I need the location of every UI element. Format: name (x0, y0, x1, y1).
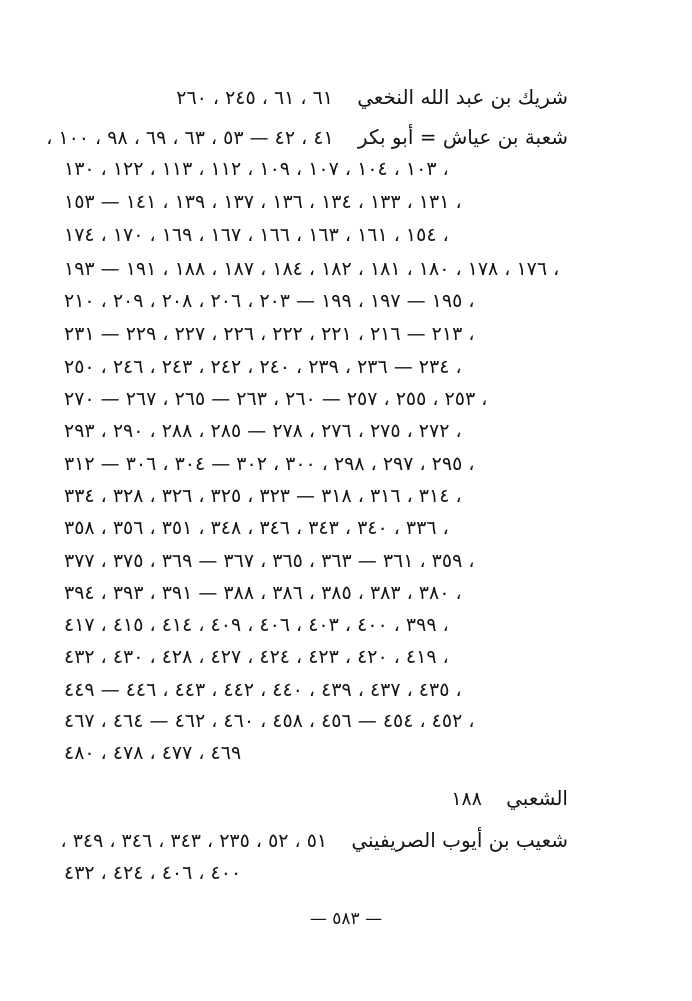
index-entry-shuba (40, 124, 568, 150)
page-refs: ٤١ ، ٤٢ — ٥٣ ، ٦٣ ، ٦٩ ، ٩٨ ، ١٠٠ ، (46, 127, 334, 149)
page-refs-line: ٤٠٠ ، ٤٠٦ ، ٤٢٤ ، ٤٣٢ (64, 862, 242, 884)
page-refs-line: ٤١٩ ، ٤٢٠ ، ٤٢٣ ، ٤٢٤ ، ٤٢٧ ، ٤٢٨ ، ٤٣٠ ، ٤٣٢ ، (64, 646, 449, 668)
page-refs-line: ٢٧٢ ، ٢٧٥ ، ٢٧٦ ، ٢٧٨ — ٢٨٥ ، ٢٨٨ ، ٢٩٠ ، ٢٩٣ ، (64, 420, 462, 442)
page-refs-line: ٣٨٠ ، ٣٨٣ ، ٣٨٥ ، ٣٨٦ ، ٣٨٨ — ٣٩١ ، ٣٩٣ ، ٣٩٤ ، (64, 582, 462, 604)
entry-name: شريك بن عبد الله النخعي (357, 85, 568, 109)
page-refs-line: ٢١٣ — ٢١٦ ، ٢٢١ ، ٢٢٢ ، ٢٢٦ ، ٢٢٧ ، ٢٢٩ — ٢٣١ ، (64, 323, 475, 345)
index-entry-shabi (64, 785, 568, 811)
page-refs-line: ٢٩٥ ، ٢٩٧ ، ٢٩٨ ، ٣٠٠ ، ٣٠٢ — ٣٠٤ ، ٣٠٦ — ٣١٢ ، (64, 453, 475, 475)
page-refs: ٥١ ، ٥٢ ، ٢٣٥ ، ٣٤٣ ، ٣٤٦ ، ٣٤٩ ، (60, 830, 328, 852)
page-refs-line: ١٣١ ، ١٣٣ ، ١٣٤ ، ١٣٦ ، ١٣٧ ، ١٣٩ ، ١٤١ — ١٥٣ ، (64, 191, 462, 213)
page-refs-line: ٢٣٤ — ٢٣٦ ، ٢٣٩ ، ٢٤٠ ، ٢٤٢ ، ٢٤٣ ، ٢٤٦ ، ٢٥٠ ، (64, 356, 462, 378)
page-refs-line: ٣٥٩ ، ٣٦١ — ٣٦٣ ، ٣٦٥ ، ٣٦٧ — ٣٦٩ ، ٣٧٥ ، ٣٧٧ ، (64, 550, 475, 572)
index-entry-sharik (64, 84, 568, 110)
entry-name: شعيب بن أيوب الصريفيني (351, 828, 568, 852)
page-refs: ١٨٨ (451, 788, 482, 810)
page-refs-line: ١٥٤ ، ١٦١ ، ١٦٣ ، ١٦٦ ، ١٦٧ ، ١٦٩ ، ١٧٠ ، ١٧٤ ، (64, 224, 449, 246)
page-refs-line: ٣٩٩ ، ٤٠٠ ، ٤٠٣ ، ٤٠٦ ، ٤٠٩ ، ٤١٤ ، ٤١٥ ، ٤١٧ ، (64, 614, 449, 636)
page-refs-line: ٤٦٩ ، ٤٧٧ ، ٤٧٨ ، ٤٨٠ (64, 742, 242, 764)
page-refs-line: ١٧٦ ، ١٧٨ ، ١٨٠ ، ١٨١ ، ١٨٢ ، ١٨٤ ، ١٨٧ ، ١٨٨ ، ١٩١ — ١٩٣ ، (64, 258, 560, 280)
page-refs-line: ٣٣٦ ، ٣٤٠ ، ٣٤٣ ، ٣٤٦ ، ٣٤٨ ، ٣٥١ ، ٣٥٦ ، ٣٥٨ ، (64, 517, 449, 539)
page-refs-line: ١٠٣ ، ١٠٤ ، ١٠٧ ، ١٠٩ ، ١١٢ ، ١١٣ ، ١٢٢ ، ١٣٠ ، (64, 158, 449, 180)
page-refs-line: ٢٥٣ ، ٢٥٥ ، ٢٥٧ — ٢٦٠ ، ٢٦٣ — ٢٦٥ ، ٢٦٧ — ٢٧٠ ، (64, 388, 488, 410)
entry-name: شعبة بن عياش = أبو بكر (357, 125, 568, 149)
index-entry-shuayb (40, 827, 568, 853)
page-refs-line: ٤٣٥ ، ٤٣٧ ، ٤٣٩ ، ٤٤٠ ، ٤٤٢ ، ٤٤٣ ، ٤٤٦ — ٤٤٩ ، (64, 679, 462, 701)
entry-name: الشعبي (506, 786, 568, 810)
page-number: — ٥٨٣ — (309, 909, 383, 929)
page-refs: ٦١ ، ٦١ ، ٢٤٥ ، ٢٦٠ (176, 87, 333, 109)
page-refs-line: ٤٥٢ ، ٤٥٤ — ٤٥٦ ، ٤٥٨ ، ٤٦٠ ، ٤٦٢ — ٤٦٤ ، ٤٦٧ ، (64, 710, 475, 732)
page-refs-line: ٣١٤ ، ٣١٦ ، ٣١٨ — ٣٢٣ ، ٣٢٥ ، ٣٢٦ ، ٣٢٨ ، ٣٣٤ ، (64, 485, 462, 507)
page-refs-line: ١٩٥ — ١٩٧ ، ١٩٩ — ٢٠٣ ، ٢٠٦ ، ٢٠٨ ، ٢٠٩ ، ٢١٠ ، (64, 290, 475, 312)
